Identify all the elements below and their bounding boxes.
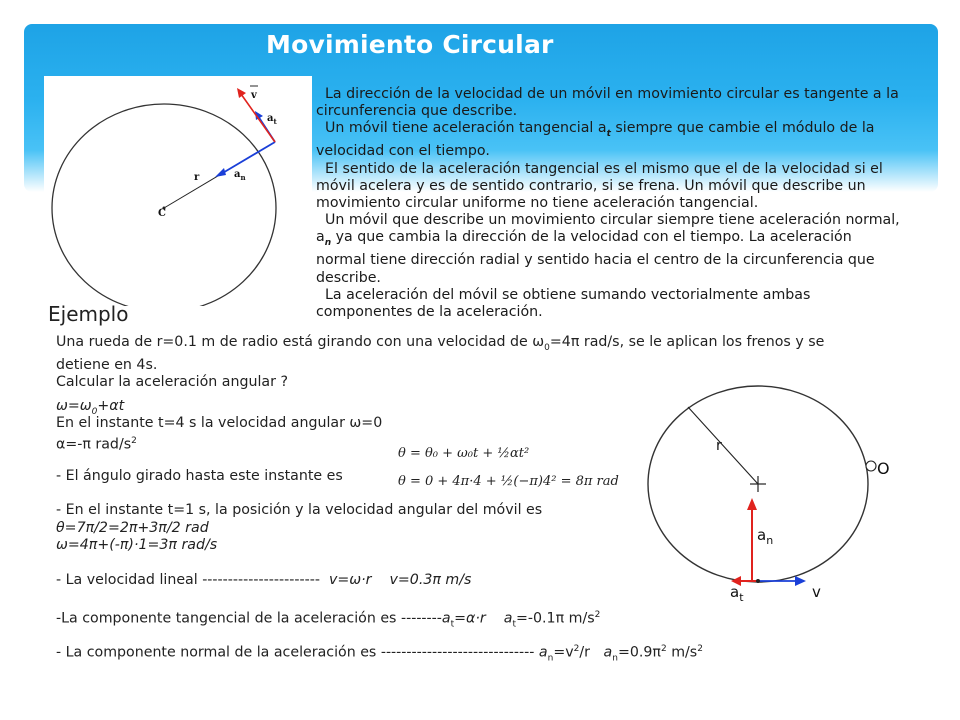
intro-paragraph-normal: Un móvil que describe un movimiento circular siempre tiene aceleración normal, $a_n$ ya que cambia la dirección de la velocidad con el tiempo. La aceleración normal tiene dirección radial y sentido hacia el centro de la circunferencia que describe. bbox=[316, 212, 905, 286]
angle-equation-general: θ = θ₀ + ω₀t + ½αt² bbox=[398, 446, 530, 461]
circle-diagram-tangential-normal bbox=[44, 76, 312, 306]
circle-trajectory bbox=[52, 104, 276, 306]
example-heading: Ejemplo bbox=[48, 302, 129, 326]
radius-label: r bbox=[194, 172, 200, 183]
velocity-label: v bbox=[251, 90, 257, 101]
normal-acceleration-arrowhead bbox=[215, 168, 226, 177]
tangential-component-line: -La componente tangencial de la aceleración es $--------a_t=\alpha\cdot r$ $a_t=-0.1\pi$ $m/s^2$ bbox=[56, 609, 601, 630]
center-label: C bbox=[158, 208, 166, 219]
velocity-arrowhead bbox=[237, 88, 246, 98]
reference-point-label: O bbox=[877, 459, 890, 478]
intro-paragraph-direction: El sentido de la aceleración tangencial es el mismo que el de la velocidad si el móvil acelera y es de sentido contrario, si se frena. Un móvil que describe un movimiento circular uniforme no tiene aceleración tangencial. bbox=[316, 160, 888, 212]
normal-acceleration-label: $a_n$ bbox=[234, 169, 246, 182]
angle-turned-line: - El ángulo girado hasta este instante es bbox=[56, 467, 343, 484]
omega-result: ω=4π+(-π)·1=3π rad/s bbox=[56, 537, 218, 554]
theta-result: θ=7π/2=2π+3π/2 rad bbox=[56, 519, 209, 536]
page-title: Movimiento Circular bbox=[266, 30, 554, 59]
tangential-acceleration-label: $a_t$ bbox=[267, 113, 277, 126]
reference-point-o bbox=[866, 461, 876, 471]
wheel-radius-line bbox=[688, 407, 758, 484]
intro-paragraph-velocity: La dirección de la velocidad de un móvil en movimiento circular es tangente a la circunferencia que describe. bbox=[316, 86, 904, 120]
intro-text bbox=[316, 86, 904, 321]
intro-paragraph-tangential: Un móvil tiene aceleración tangencial $a_t$ siempre que cambie el módulo de la velocidad con el tiempo. bbox=[316, 120, 879, 160]
omega-equation: $\omega=\omega_0+\alpha t$ bbox=[56, 398, 125, 417]
wheel-velocity-arrowhead bbox=[795, 576, 806, 586]
wheel-normal-arrowhead bbox=[747, 498, 757, 510]
wheel-normal-label: $a_n$ bbox=[757, 526, 774, 547]
instant-1s-line: - En el instante t=1 s, la posición y la velocidad angular del móvil es bbox=[56, 502, 543, 519]
problem-line-1: Una rueda de r=0.1 m de radio está girando con una velocidad de $\omega_0=4\pi$ rad/s, se le aplican los frenos y se detiene en 4s. bbox=[56, 334, 825, 374]
alpha-result: α=-π rad/$s^2$ bbox=[56, 435, 137, 453]
wheel-diagram bbox=[626, 378, 916, 608]
angle-equation-result: θ = 0 + 4π·4 + ½(−π)4² = 8π rad bbox=[398, 474, 619, 489]
intro-paragraph-sum: La aceleración del móvil se obtiene sumando vectorialmente ambas componentes de la aceleración. bbox=[316, 286, 815, 321]
wheel-radius-label: r bbox=[716, 438, 722, 454]
contact-point bbox=[756, 579, 760, 583]
wheel-tangential-label: $a_t$ bbox=[730, 583, 744, 604]
problem-question: Calcular la aceleración angular ? bbox=[56, 374, 288, 391]
wheel-velocity-label: v bbox=[812, 583, 821, 601]
normal-acceleration-vector bbox=[221, 142, 275, 174]
normal-component-line: - La componente normal de la aceleración es ------------------------------ $a_n=v^2/r$ $a_n=0.9\pi^2$ $m/s^2$ bbox=[56, 644, 703, 665]
linear-velocity-line: - La velocidad lineal ----------------------- v=ω·r v=0.3π m/s bbox=[56, 571, 472, 588]
instant-4s-line: En el instante t=4 s la velocidad angular ω=0 bbox=[56, 415, 383, 432]
